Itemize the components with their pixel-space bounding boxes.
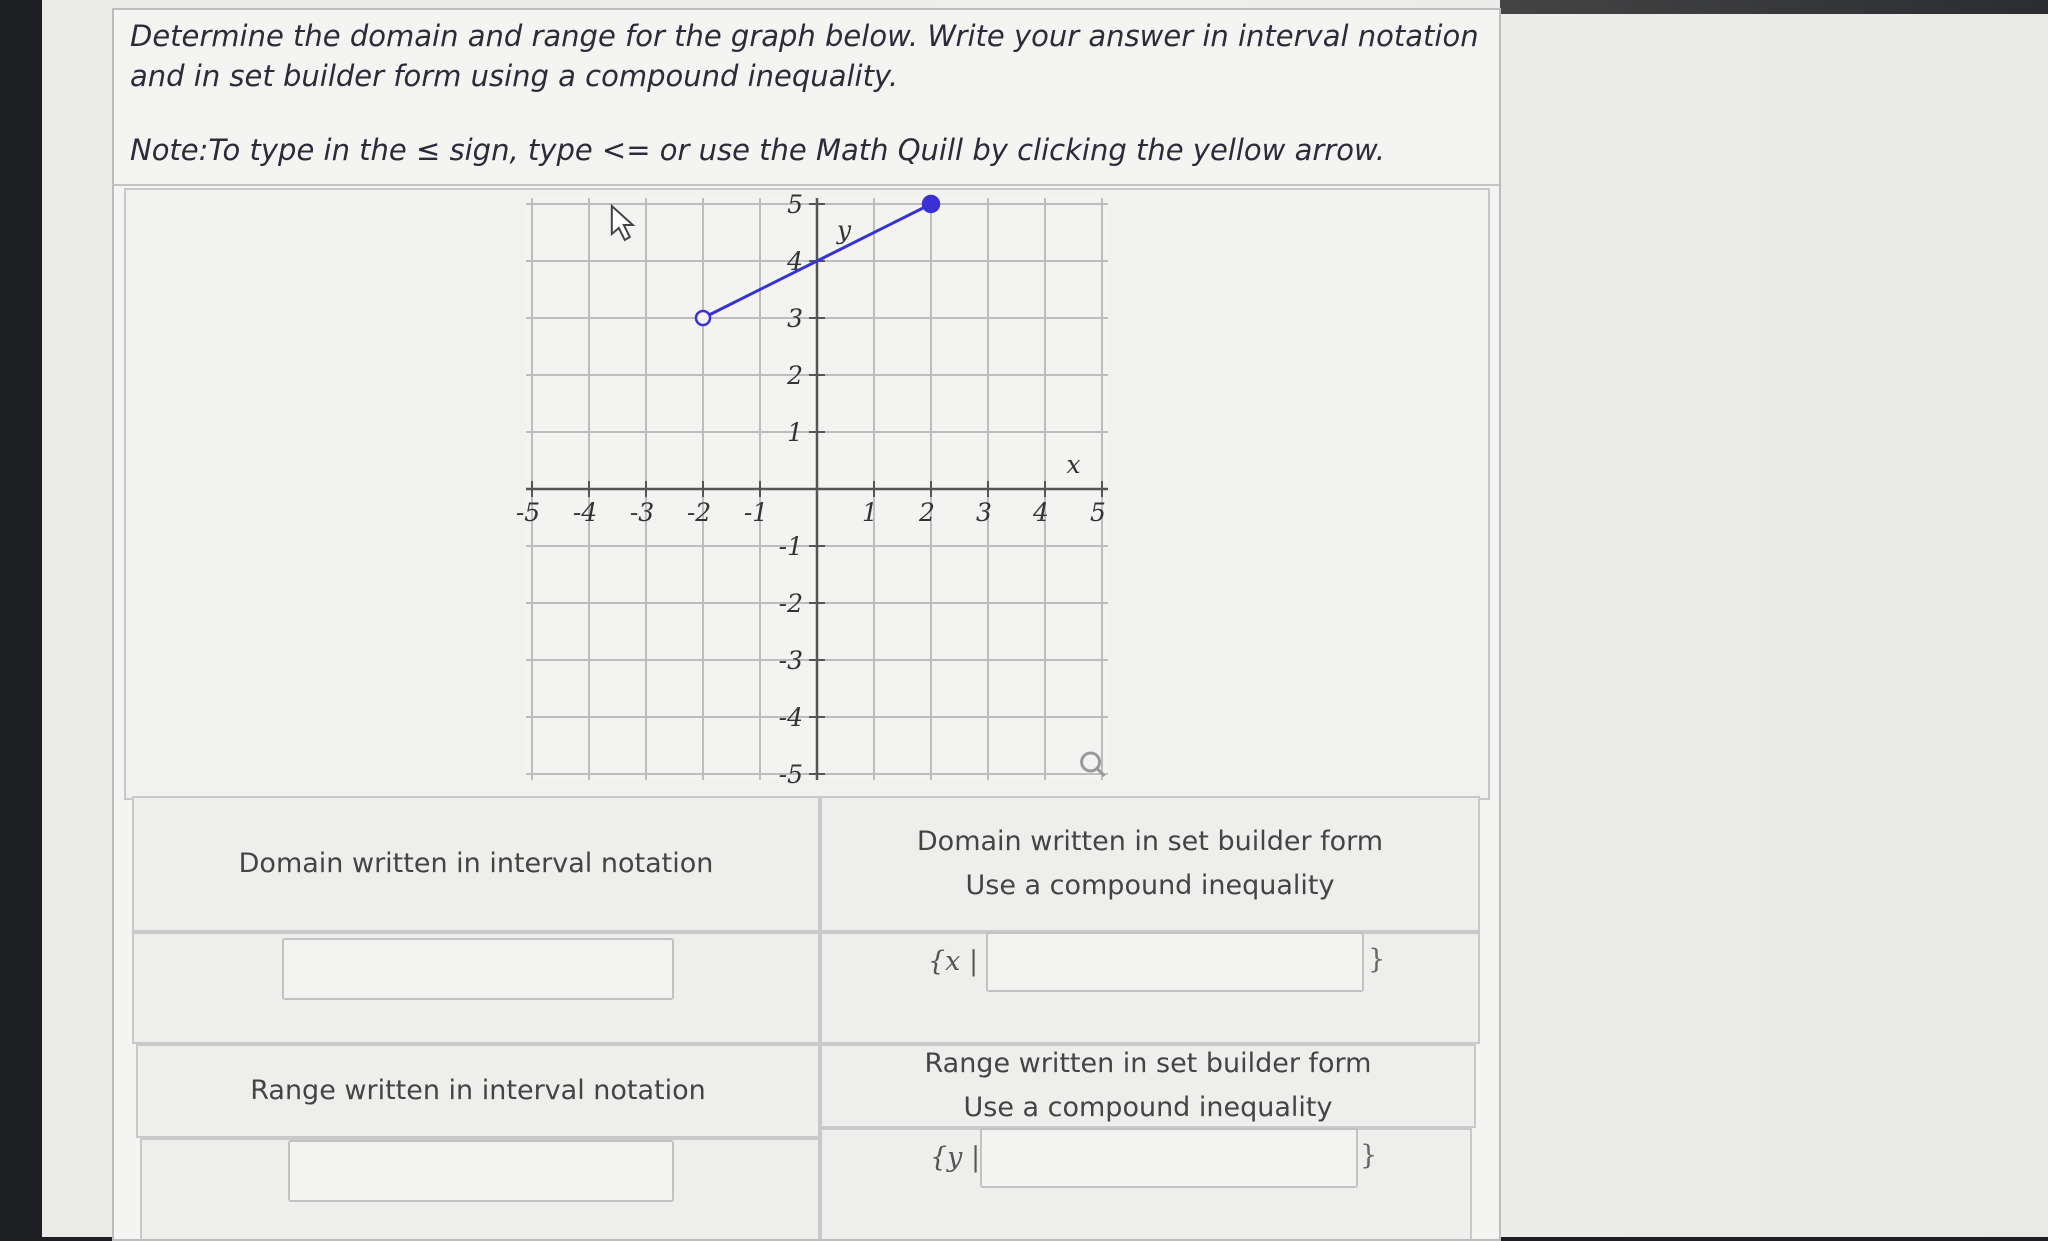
note-suffix: sign, type <= or use the Math Quill by clicking the yellow arrow.: [449, 133, 1386, 167]
y-tick-label: 3: [787, 304, 803, 333]
domain-set-label-cell: [820, 796, 1480, 932]
x-tick-label: 1: [862, 498, 878, 527]
question-card: [112, 8, 1501, 1241]
note-symbol: ≤: [415, 133, 441, 167]
x-axis-label: x: [1066, 450, 1081, 479]
x-tick-label: 5: [1090, 498, 1106, 527]
range-set-label-line2: Use a compound inequality: [963, 1092, 1333, 1123]
y-tick-label: 1: [787, 418, 803, 447]
domain-set-label-line2: Use a compound inequality: [965, 870, 1335, 901]
y-tick-label: 2: [787, 361, 803, 390]
range-interval-label: Range written in interval notation: [250, 1075, 706, 1106]
y-tick-label: -1: [778, 532, 803, 561]
open-endpoint: [696, 311, 710, 325]
range-set-prefix: {y |: [930, 1142, 981, 1173]
y-tick-label: -2: [778, 589, 803, 618]
domain-interval-label: Domain written in interval notation: [238, 848, 714, 879]
range-set-suffix: }: [1360, 1140, 1378, 1171]
x-tick-label: 3: [976, 498, 992, 527]
domain-set-input[interactable]: [986, 932, 1364, 992]
x-tick-label: -3: [629, 498, 655, 527]
divider: [114, 184, 1499, 186]
question-note: [130, 130, 1480, 170]
x-tick-label: 2: [919, 498, 935, 527]
range-set-label-cell: [820, 1044, 1476, 1128]
domain-interval-label-cell: [132, 796, 820, 932]
domain-interval-input[interactable]: [282, 938, 674, 1000]
x-tick-label: -2: [686, 498, 712, 527]
closed-endpoint: [923, 196, 939, 212]
y-axis-label: y: [837, 215, 852, 245]
domain-set-suffix: }: [1368, 944, 1386, 975]
range-set-label-line1: Range written in set builder form: [924, 1048, 1372, 1079]
y-tick-label: 5: [787, 190, 803, 219]
y-tick-label: 4: [787, 247, 803, 276]
x-tick-label: -5: [515, 498, 541, 527]
range-set-input[interactable]: [980, 1128, 1358, 1188]
y-tick-label: -3: [778, 646, 803, 675]
graph-panel: [124, 188, 1490, 800]
coordinate-graph[interactable]: [126, 190, 1488, 798]
domain-set-prefix: {x |: [928, 946, 979, 977]
y-tick-label: -5: [778, 760, 803, 789]
note-prefix: Note:To type in the: [130, 133, 407, 167]
range-interval-label-cell: [136, 1044, 820, 1138]
domain-set-label-line1: Domain written in set builder form: [916, 826, 1384, 857]
question-instruction: Determine the domain and range for the graph below. Write your answer in interval notation and in set builder form using a compound inequality.: [130, 19, 1479, 93]
y-tick-label: -4: [778, 703, 803, 732]
x-tick-label: 4: [1033, 498, 1049, 527]
window-top-edge: [1500, 0, 2048, 14]
x-tick-label: -4: [572, 498, 598, 527]
x-tick-label: -1: [743, 498, 769, 527]
range-interval-input[interactable]: [288, 1140, 674, 1202]
question-prompt: [130, 16, 1480, 170]
